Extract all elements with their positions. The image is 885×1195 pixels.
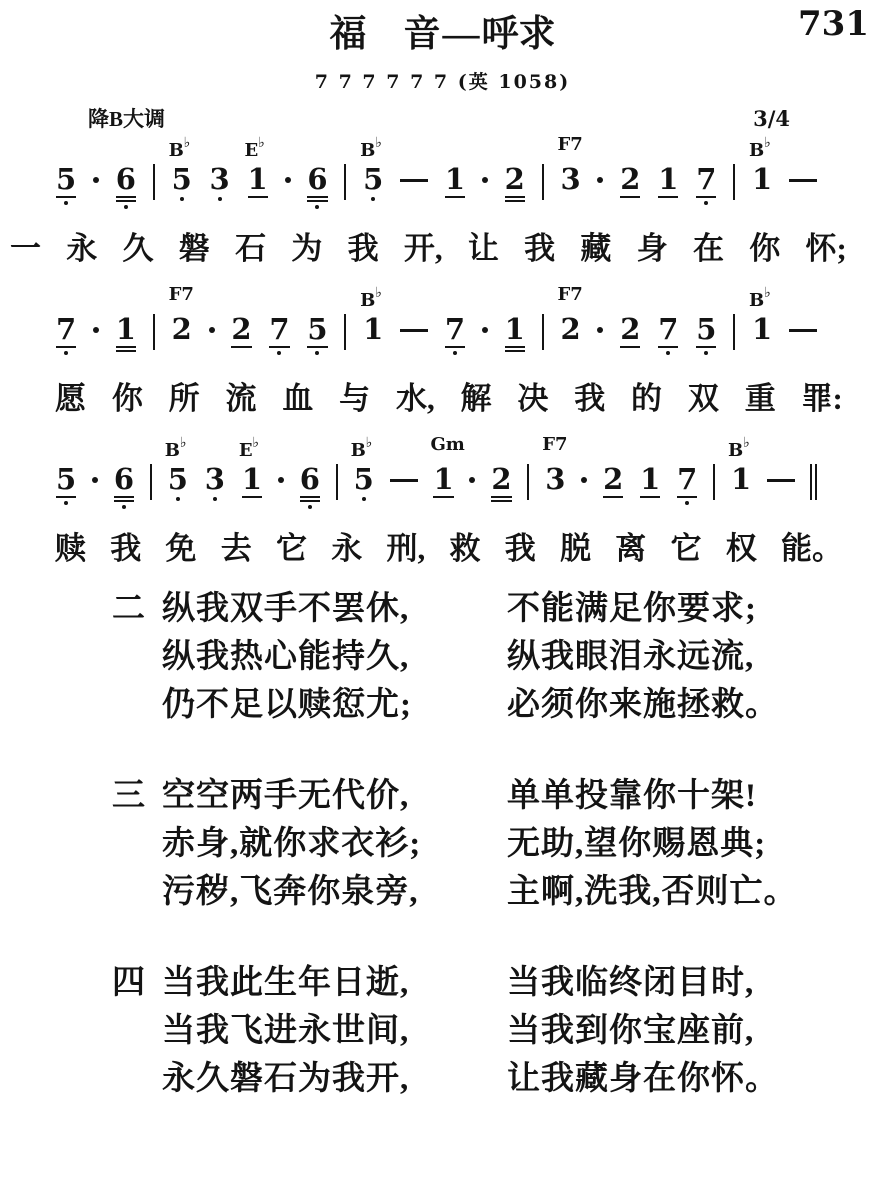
- verse-line-right: 纵我眼泪永远流,: [507, 639, 755, 675]
- lyric-syllable: 能。: [781, 531, 843, 566]
- music-system-1: [0, 132, 885, 270]
- note-digit: 2: [620, 162, 641, 196]
- note: [55, 164, 77, 205]
- note: [268, 314, 290, 355]
- note-digit: 2: [491, 462, 512, 496]
- lyric-syllable: 永: [66, 231, 98, 266]
- duration-underline: [269, 346, 289, 348]
- verse-stanza: [112, 779, 825, 910]
- flat-sign: ♭: [764, 285, 771, 301]
- note: [360, 285, 384, 346]
- note: [360, 135, 384, 201]
- note-digit: 1: [247, 162, 268, 196]
- note: [168, 135, 193, 201]
- note: [350, 435, 375, 501]
- lyric-syllable: 久: [122, 231, 154, 266]
- verse-number: [112, 688, 162, 723]
- notation-row: [55, 432, 817, 516]
- verse-line-left: 空空两手无代价,: [162, 778, 410, 814]
- lyric-syllable: 赎: [55, 531, 86, 566]
- verse-line-right: 单单投靠你十架!: [507, 778, 757, 814]
- note-digit: 3: [560, 162, 581, 196]
- duration-underline: [114, 500, 134, 502]
- note-digit: 6: [299, 462, 320, 496]
- lyric-syllable: 你: [111, 381, 143, 416]
- low-octave-dot: [218, 197, 222, 201]
- note: [542, 434, 568, 496]
- lyric-syllable: 它: [670, 531, 702, 566]
- lyric-syllable: 怀;: [805, 231, 847, 266]
- note-digit: 3: [545, 462, 566, 496]
- hymn-category-title: 福 音: [329, 13, 441, 54]
- barline: [542, 164, 544, 200]
- final-barline-stroke: [815, 464, 817, 500]
- chord-label: B♭: [728, 435, 750, 461]
- lyric-syllable: 我: [110, 531, 142, 566]
- note: [748, 135, 773, 196]
- note-digit: 7: [696, 162, 717, 196]
- duration-underline: [116, 200, 136, 202]
- augmentation-dot: [482, 327, 488, 333]
- augmentation-dot: [482, 177, 488, 183]
- verse-line-right: 当我临终闭目时,: [507, 965, 755, 1001]
- verse-line-left: 污秽,飞奔你泉旁,: [162, 874, 419, 910]
- flat-sign: ♭: [764, 135, 771, 151]
- low-octave-dot: [371, 197, 375, 201]
- verse-line-left: 永久磐石为我开,: [162, 1061, 410, 1097]
- note: [430, 434, 465, 498]
- augmentation-dot: [469, 477, 475, 483]
- verse-line-left: 纵我热心能持久,: [162, 639, 410, 675]
- verse-line-left: 当我飞进永世间,: [162, 1013, 410, 1049]
- sustain-dash: [400, 329, 428, 332]
- sustain-dash: [390, 479, 418, 482]
- verse-line-right: 必须你来施拯救。: [507, 687, 779, 723]
- duration-underline: [248, 196, 268, 198]
- lyric-syllable: 解: [460, 381, 492, 416]
- key-signature-label: 降B大调: [88, 107, 166, 131]
- low-octave-dot: [315, 205, 319, 209]
- chord-label: B♭: [164, 435, 187, 461]
- chord-label: B♭: [360, 285, 382, 311]
- verse-number: [112, 640, 162, 675]
- note-digit: 2: [603, 462, 624, 496]
- barline: [150, 464, 152, 500]
- lyric-syllable: 罪:: [801, 381, 843, 416]
- sustain-dash: [789, 329, 817, 332]
- note: [695, 164, 717, 205]
- verse-line-left: 仍不足以赎愆尤;: [162, 687, 412, 723]
- duration-underline: [307, 346, 327, 348]
- chord-label: F7: [557, 284, 583, 305]
- low-octave-dot: [176, 497, 180, 501]
- note-digit: 1: [433, 462, 454, 496]
- duration-underline: [505, 196, 525, 198]
- verse-line-left: 当我此生年日逝,: [162, 965, 410, 1001]
- hymn-subtitle: 呼求: [481, 13, 556, 54]
- note-digit: 5: [167, 462, 188, 496]
- barline: [344, 164, 346, 200]
- title-dash: —: [442, 14, 480, 55]
- chord-label: Gm: [430, 434, 465, 455]
- duration-underline: [491, 496, 511, 498]
- flat-sign: ♭: [179, 435, 187, 451]
- note: [299, 464, 321, 509]
- note: [619, 314, 641, 348]
- low-octave-dot: [704, 351, 708, 355]
- note: [306, 314, 328, 355]
- duration-underline: [505, 200, 525, 202]
- note: [209, 164, 231, 201]
- barline: [344, 314, 346, 350]
- lyric-syllable: 永: [331, 531, 363, 566]
- lyric-syllable: 水,: [395, 381, 435, 416]
- verse-stanza: [112, 966, 825, 1097]
- lyric-syllable: 我: [574, 381, 606, 416]
- duration-underline: [56, 196, 76, 198]
- note-digit: 5: [696, 312, 717, 346]
- note: [230, 314, 252, 348]
- note: [444, 314, 466, 355]
- note-digit: 7: [269, 312, 290, 346]
- lyric-syllable: 血: [282, 381, 314, 416]
- verse-line-left: 赤身,就你求衣衫;: [162, 826, 422, 862]
- low-octave-dot: [704, 201, 708, 205]
- lyric-syllable: 的: [631, 381, 663, 416]
- note: [444, 164, 466, 198]
- augmentation-dot: [597, 177, 603, 183]
- lyric-syllable: 在: [692, 231, 724, 266]
- note-digit: 1: [640, 462, 661, 496]
- augmentation-dot: [93, 177, 99, 183]
- duration-underline: [658, 196, 678, 198]
- verse-line-right: 不能满足你要求;: [507, 591, 757, 627]
- flat-sign: ♭: [252, 435, 260, 451]
- note: [619, 164, 641, 198]
- chord-label: F7: [168, 284, 194, 305]
- augmentation-dot: [597, 327, 603, 333]
- chord-label: B♭: [748, 135, 771, 161]
- duration-underline: [300, 496, 320, 498]
- note-digit: 5: [56, 462, 77, 496]
- low-octave-dot: [180, 197, 184, 201]
- note: [164, 435, 189, 501]
- notation-row: [55, 132, 817, 216]
- lyric-row: [55, 380, 843, 420]
- lyric-syllable: 身: [636, 231, 668, 266]
- note: [657, 164, 679, 198]
- note-digit: 1: [363, 312, 384, 346]
- duration-underline: [116, 196, 136, 198]
- lyric-syllable: 我: [504, 531, 536, 566]
- barline: [153, 314, 155, 350]
- note: [244, 135, 269, 198]
- lyric-syllable: 磐: [178, 231, 210, 266]
- augmentation-dot: [285, 177, 291, 183]
- hymn-title: [0, 12, 885, 57]
- verse-line-right: 无助,望你赐恩典;: [507, 826, 767, 862]
- note: [306, 164, 328, 209]
- note-digit: 5: [56, 162, 77, 196]
- note: [204, 464, 226, 501]
- barline: [153, 164, 155, 200]
- duration-underline: [620, 346, 640, 348]
- duration-underline: [640, 496, 660, 498]
- barline: [542, 314, 544, 350]
- lyric-syllable: 所: [168, 381, 200, 416]
- lyric-syllable: 一: [10, 231, 41, 266]
- verse-line-right: 当我到你宝座前,: [507, 1013, 755, 1049]
- note: [504, 314, 526, 352]
- lyric-syllable: 流: [225, 381, 257, 416]
- note-digit: 1: [444, 162, 466, 196]
- lyric-syllable: 为: [291, 231, 323, 266]
- note: [657, 314, 679, 355]
- note-digit: 6: [307, 162, 328, 196]
- barline: [713, 464, 715, 500]
- note: [168, 284, 194, 346]
- note-digit: 5: [171, 162, 192, 196]
- low-octave-dot: [666, 351, 670, 355]
- lyric-syllable: 免: [165, 531, 197, 566]
- hymn-number: 731: [798, 4, 869, 44]
- meter-reference: 7 7 7 7 7 7 (英 1058): [314, 71, 571, 93]
- music-system-3: [0, 432, 885, 570]
- flat-sign: ♭: [365, 435, 373, 451]
- note-digit: 6: [113, 462, 135, 496]
- note: [557, 284, 583, 346]
- duration-underline: [242, 496, 262, 498]
- note-digit: 5: [363, 162, 384, 196]
- duration-underline: [114, 496, 134, 498]
- notation-row: [55, 282, 817, 366]
- verse-number: [112, 1014, 162, 1049]
- chord-label: E♭: [244, 135, 265, 161]
- lyric-syllable: 刑,: [386, 531, 426, 566]
- chord-label: B♭: [350, 435, 373, 461]
- note-digit: 2: [231, 312, 252, 346]
- time-signature: 3/4: [753, 106, 790, 131]
- duration-underline: [696, 346, 716, 348]
- augmentation-dot: [278, 477, 284, 483]
- duration-underline: [696, 196, 716, 198]
- verse-line-right: 主啊,洗我,否则亡。: [507, 874, 798, 910]
- note: [238, 435, 263, 498]
- note: [115, 314, 137, 352]
- augmentation-dot: [581, 477, 587, 483]
- augmentation-dot: [93, 327, 99, 333]
- lyric-row: [55, 530, 843, 570]
- augmentation-dot: [92, 477, 98, 483]
- music-system-2: [0, 282, 885, 420]
- verse-line-right: 让我藏身在你怀。: [507, 1061, 779, 1097]
- duration-underline: [505, 350, 525, 352]
- lyric-syllable: 与: [339, 381, 371, 416]
- lyric-syllable: 双: [687, 381, 719, 416]
- duration-underline: [445, 196, 465, 198]
- note: [639, 464, 661, 498]
- lyric-syllable: 我: [347, 231, 379, 266]
- sustain-dash: [789, 179, 817, 182]
- duration-underline: [56, 346, 76, 348]
- verse-number: 四: [112, 965, 146, 1001]
- duration-underline: [603, 496, 623, 498]
- flat-sign: ♭: [258, 135, 265, 151]
- barline: [527, 464, 529, 500]
- verse-number: 三: [112, 778, 146, 814]
- note-digit: 3: [204, 462, 225, 496]
- chord-label: E♭: [238, 435, 260, 461]
- flat-sign: ♭: [743, 435, 750, 451]
- sustain-dash: [767, 479, 795, 482]
- lyric-syllable: 救: [449, 531, 481, 566]
- duration-underline: [433, 496, 453, 498]
- note-digit: 1: [504, 312, 525, 346]
- low-octave-dot: [64, 501, 68, 505]
- barline: [336, 464, 338, 500]
- duration-underline: [116, 346, 136, 348]
- low-octave-dot: [124, 205, 128, 209]
- note-digit: 2: [560, 312, 581, 346]
- note-digit: 6: [115, 162, 136, 196]
- note-digit: 5: [353, 462, 374, 496]
- note-digit: 1: [751, 312, 773, 346]
- note-digit: 1: [751, 162, 773, 196]
- duration-underline: [491, 500, 511, 502]
- sustain-dash: [400, 179, 428, 182]
- lyric-syllable: 脱: [560, 531, 591, 566]
- note-digit: 2: [504, 162, 525, 196]
- chord-label: B♭: [748, 285, 771, 311]
- note: [676, 464, 698, 505]
- duration-underline: [300, 500, 320, 502]
- duration-underline: [307, 200, 327, 202]
- note-digit: 7: [444, 312, 466, 346]
- low-octave-dot: [685, 501, 689, 505]
- low-octave-dot: [362, 497, 366, 501]
- duration-underline: [445, 346, 465, 348]
- note: [557, 134, 583, 196]
- note: [490, 464, 512, 502]
- verses: [0, 592, 885, 1097]
- chord-label: F7: [557, 134, 583, 155]
- note-digit: 5: [307, 312, 328, 346]
- verse-number: [112, 875, 162, 910]
- lyric-syllable: 离: [615, 531, 647, 566]
- note: [748, 285, 773, 346]
- header: [0, 0, 885, 132]
- verse-number: [112, 827, 162, 862]
- note: [728, 435, 752, 496]
- note: [113, 464, 135, 509]
- lyric-syllable: 决: [517, 381, 549, 416]
- lyric-syllable: 开,: [403, 231, 443, 266]
- note-digit: 7: [56, 312, 77, 346]
- low-octave-dot: [213, 497, 217, 501]
- low-octave-dot: [308, 505, 312, 509]
- final-barline: [810, 464, 817, 500]
- note: [602, 464, 624, 498]
- duration-underline: [658, 346, 678, 348]
- duration-underline: [116, 350, 136, 352]
- verse-number: 二: [112, 591, 146, 627]
- key-time-row: [88, 106, 790, 132]
- note-digit: 3: [209, 162, 230, 196]
- note-digit: 2: [171, 312, 192, 346]
- duration-underline: [56, 496, 76, 498]
- chord-label: B♭: [360, 135, 382, 161]
- note: [55, 314, 77, 355]
- low-octave-dot: [453, 351, 457, 355]
- chord-label: F7: [542, 434, 568, 455]
- lyric-syllable: 愿: [55, 381, 86, 416]
- chord-label: B♭: [168, 135, 191, 161]
- duration-underline: [677, 496, 697, 498]
- verse-line-left: 纵我双手不罢休,: [162, 591, 410, 627]
- note-digit: 1: [731, 462, 752, 496]
- duration-underline: [231, 346, 251, 348]
- low-octave-dot: [64, 351, 68, 355]
- low-octave-dot: [277, 351, 281, 355]
- verse-number: [112, 1062, 162, 1097]
- music-systems: [0, 132, 885, 570]
- flat-sign: ♭: [375, 285, 382, 301]
- lyric-syllable: 石: [235, 231, 267, 266]
- flat-sign: ♭: [183, 135, 191, 151]
- note-digit: 1: [658, 162, 679, 196]
- lyric-syllable: 让: [467, 231, 499, 266]
- note-digit: 2: [620, 312, 641, 346]
- duration-underline: [307, 196, 327, 198]
- note: [504, 164, 526, 202]
- lyric-syllable: 我: [524, 231, 556, 266]
- lyric-syllable: 藏: [580, 231, 612, 266]
- lyric-syllable: 它: [276, 531, 307, 566]
- duration-underline: [620, 196, 640, 198]
- note: [695, 314, 717, 355]
- lyric-row: [10, 230, 847, 270]
- low-octave-dot: [122, 505, 126, 509]
- lyric-syllable: 你: [749, 231, 781, 266]
- note-digit: 1: [115, 312, 136, 346]
- final-barline-stroke: [810, 464, 812, 500]
- flat-sign: ♭: [375, 135, 382, 151]
- note: [115, 164, 137, 209]
- note: [55, 464, 77, 505]
- barline: [733, 314, 735, 350]
- note-digit: 7: [677, 462, 698, 496]
- note-digit: 1: [241, 462, 262, 496]
- verse-stanza: [112, 592, 825, 723]
- lyric-syllable: 去: [220, 531, 252, 566]
- note-digit: 7: [658, 312, 679, 346]
- lyric-syllable: 权: [725, 531, 757, 566]
- low-octave-dot: [315, 351, 319, 355]
- duration-underline: [505, 346, 525, 348]
- lyric-syllable: 重: [744, 381, 776, 416]
- low-octave-dot: [64, 201, 68, 205]
- barline: [733, 164, 735, 200]
- augmentation-dot: [209, 327, 215, 333]
